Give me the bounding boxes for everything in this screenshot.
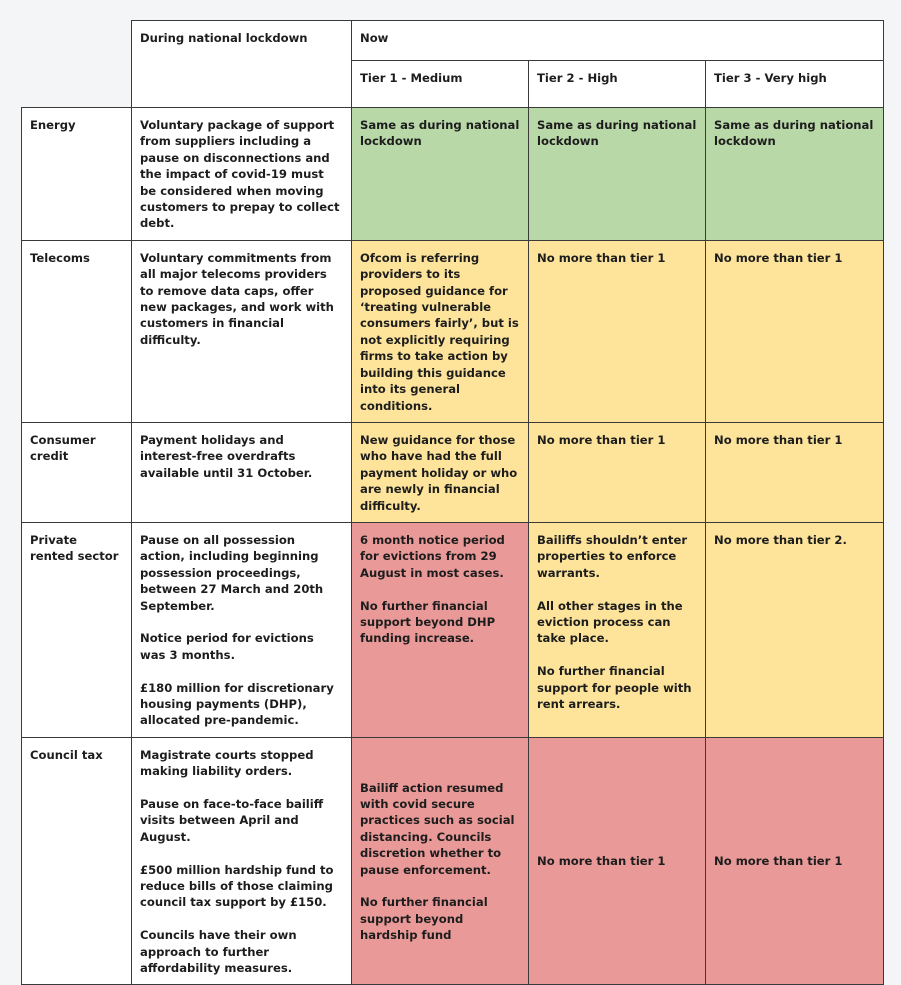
tier3-cell: Same as during national lockdown (706, 108, 884, 241)
tier3-cell: No more than tier 1 (706, 240, 884, 422)
tier2-cell: No more than tier 1 (529, 422, 706, 522)
tier1-cell: Ofcom is referring providers to its proposed guidance for ‘treating vulnerable consumers fairly’, but is not explicitly requiring firms to take action by building this guidance into its general conditions. (352, 240, 529, 422)
tier2-cell: Same as during national lockdown (529, 108, 706, 241)
row-label-telecoms: Telecoms (22, 240, 132, 422)
row-label-council-tax: Council tax (22, 737, 132, 985)
tier2-cell: Bailiffs shouldn’t enter properties to enforce warrants. All other stages in the eviction process can take place. No further financial support for people with rent arrears. (529, 522, 706, 737)
lockdown-cell: Pause on all possession action, including beginning possession proceedings, between 27 March and 20th September. Notice period for evictions was 3 months. £180 million for discretionary housing payments (DHP), allocated pre-pandemic. (132, 522, 352, 737)
table-row (22, 240, 884, 422)
header-tier3: Tier 3 - Very high (706, 61, 884, 108)
lockdown-cell: Voluntary package of support from suppliers including a pause on disconnections and the impact of covid-19 must be considered when moving customers to prepay to collect debt. (132, 108, 352, 241)
tier2-cell: No more than tier 1 (529, 240, 706, 422)
tier1-cell: Bailiff action resumed with covid secure practices such as social distancing. Councils discretion whether to pause enforcement. No further financial support beyond hardship fund (352, 737, 529, 985)
row-label-energy: Energy (22, 108, 132, 241)
tier3-cell: No more than tier 2. (706, 522, 884, 737)
table-row (22, 737, 884, 985)
header-lockdown: During national lockdown (132, 21, 352, 108)
header-row-1 (22, 21, 884, 61)
comparison-table (21, 20, 884, 985)
row-label-consumer-credit: Consumer credit (22, 422, 132, 522)
tier1-cell: New guidance for those who have had the full payment holiday or who are newly in financial difficulty. (352, 422, 529, 522)
table-row (22, 522, 884, 737)
tier1-cell: Same as during national lockdown (352, 108, 529, 241)
tier3-cell: No more than tier 1 (706, 422, 884, 522)
corner-cell (22, 21, 132, 108)
table-row (22, 422, 884, 522)
tier2-cell: No more than tier 1 (529, 737, 706, 985)
header-tier2: Tier 2 - High (529, 61, 706, 108)
header-tier1: Tier 1 - Medium (352, 61, 529, 108)
tier1-cell: 6 month notice period for evictions from 29 August in most cases. No further financial support beyond DHP funding increase. (352, 522, 529, 737)
lockdown-cell: Magistrate courts stopped making liability orders. Pause on face-to-face bailiff visits between April and August. £500 million hardship fund to reduce bills of those claiming council tax support by £150. Councils have their own approach to further affordability measures. (132, 737, 352, 985)
row-label-private-rented: Private rented sector (22, 522, 132, 737)
lockdown-cell: Payment holidays and interest-free overdrafts available until 31 October. (132, 422, 352, 522)
lockdown-cell: Voluntary commitments from all major telecoms providers to remove data caps, offer new packages, and work with customers in financial difficulty. (132, 240, 352, 422)
header-now: Now (352, 21, 884, 61)
tier3-cell: No more than tier 1 (706, 737, 884, 985)
table-row (22, 108, 884, 241)
